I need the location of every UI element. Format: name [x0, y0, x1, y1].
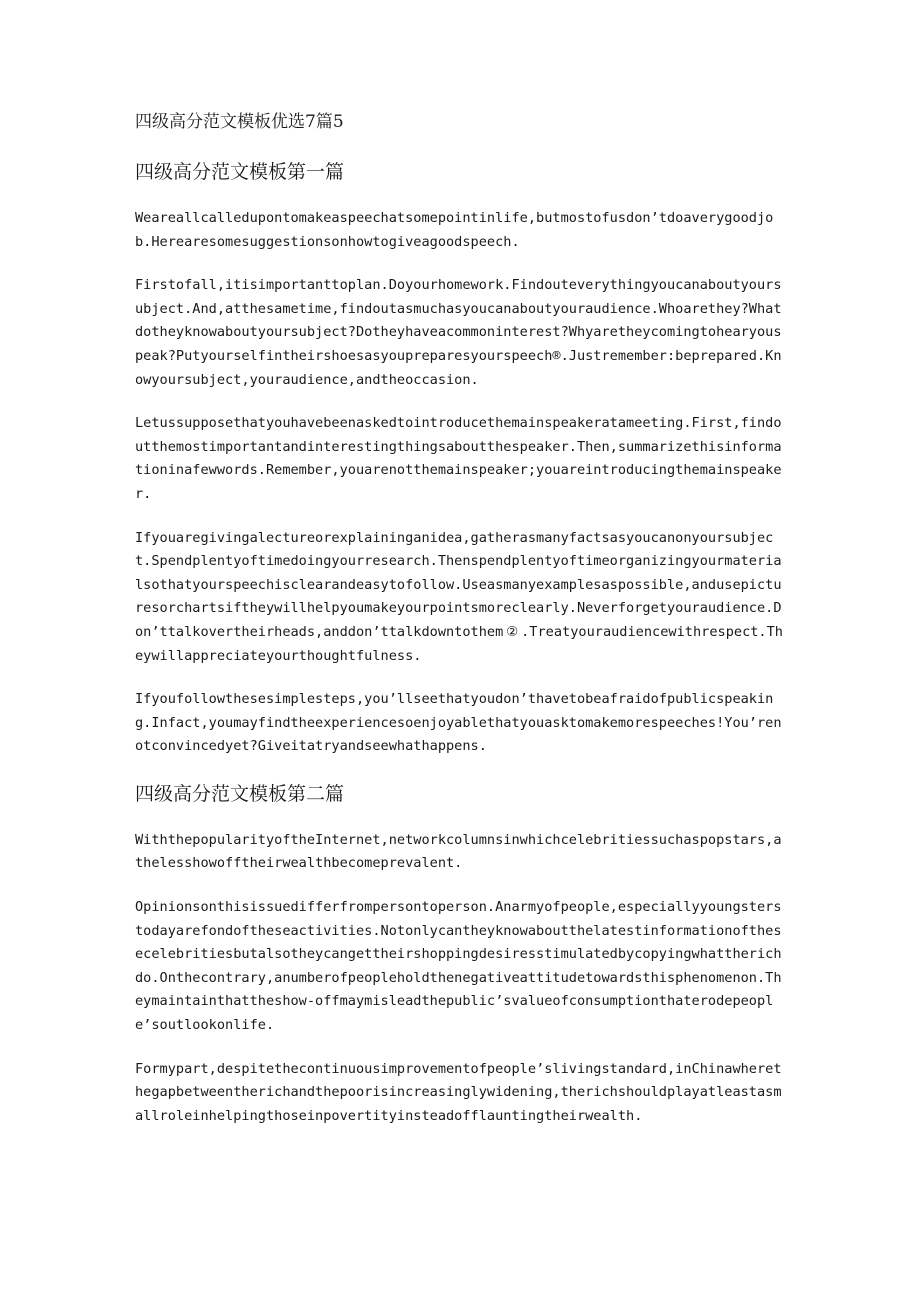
section-2-heading: 四级高分范文模板第二篇 — [135, 782, 345, 805]
section-2-paragraph-3: Formypart,despitethecontinuousimprovementofpeople’slivingstandard,inChinawherethegapbetweentherichandthepoorisincreasinglywidening,therichshouldplayatleastasmallroleinhelpingthoseinpovertityinsteadofflauntingtheirwealth. — [135, 1060, 782, 1124]
document-title: 四级高分范文模板优选7篇5 — [135, 112, 344, 132]
section-2 — [135, 779, 783, 1129]
section-1 — [135, 157, 783, 759]
section-1-paragraph-1: Weareallcalledupontomakeaspeechatsomepointinlife,butmostofusdon’tdoaverygoodjob.Herearesomesuggestionsonhowtogiveagoodspeech. — [135, 210, 774, 250]
section-2-paragraph-1: WiththepopularityoftheInternet,networkcolumnsinwhichcelebritiessuchaspopstars,athelesshowofftheirwealthbecomeprevalent. — [135, 831, 782, 872]
section-1-paragraph-4: Ifyouaregivingalectureorexplaininganidea,gatherasmanyfactsasyoucanonyoursubject.Spendplentyoftimedoingyourresearch.Thenspendplentyoftimeorganizingyourmaterialsothatyourspeechisclearandeasytofollow.Useasmanyexamplesaspossible,andusepicturesorchartsiftheywillhelpyoumakeyourpointsmoreclearly.Neverforgetyouraudience.Don’ttalkovertheirheads,anddon’ttalkdowntothem②.Treatyouraudiencewithrespect.Theywillappreciateyourthoughtfulness. — [135, 529, 783, 664]
document-page — [135, 107, 783, 1148]
section-1-paragraph-5: Ifyoufollowthesesimplesteps,you’llseethatyoudon’thavetobeafraidofpublicspeaking.Infact,youmayfindtheexperiencesoenjoyablethatyouasktomakemorespeeches!You’renotconvincedyet?Giveitatryandseewhathappens. — [135, 691, 782, 755]
section-1-paragraph-2: Firstofall,itisimportanttoplan.Doyourhomework.Findouteverythingyoucanaboutyoursubject.And,atthesametime,findoutasmuchasyoucanaboutyouraudience.Whoarethey?Whatdotheyknowaboutyoursubject?Dotheyhaveacommoninterest?Whyaretheycomingtohearyouspeak?Putyourselfintheirshoesasyoupreparesyourspeech®.Justremember:beprepared.Knowyoursubject,youraudience,andtheoccasion. — [135, 277, 782, 388]
section-2-paragraph-2: Opinionsonthisissuedifferfrompersontoperson.Anarmyofpeople,especiallyyoungsterstodayarefondoftheseactivities.Notonlycantheyknowaboutthelatestinformationofthesecelebritiesbutalsotheycangettheirshoppingdesiresstimulatedbycopyingwhattherichdo.Onthecontrary,anumberofpeopleholdthenegativeattitudetowardsthisphenomenon.Theymaintainthattheshow-offmaymisleadthepublic’svalueofconsumptionthaterodepeople’soutlookonlife. — [135, 899, 782, 1034]
section-1-paragraph-3: Letussupposethatyouhavebeenaskedtointroducethemainspeakeratameeting.First,findoutthemostimportantandinterestingthingsaboutthespeaker.Then,summarizethisinformationinafewwords.Remember,youarenotthemainspeaker;youareintroducingthemainspeaker. — [135, 415, 782, 502]
section-1-heading: 四级高分范文模板第一篇 — [135, 161, 345, 183]
